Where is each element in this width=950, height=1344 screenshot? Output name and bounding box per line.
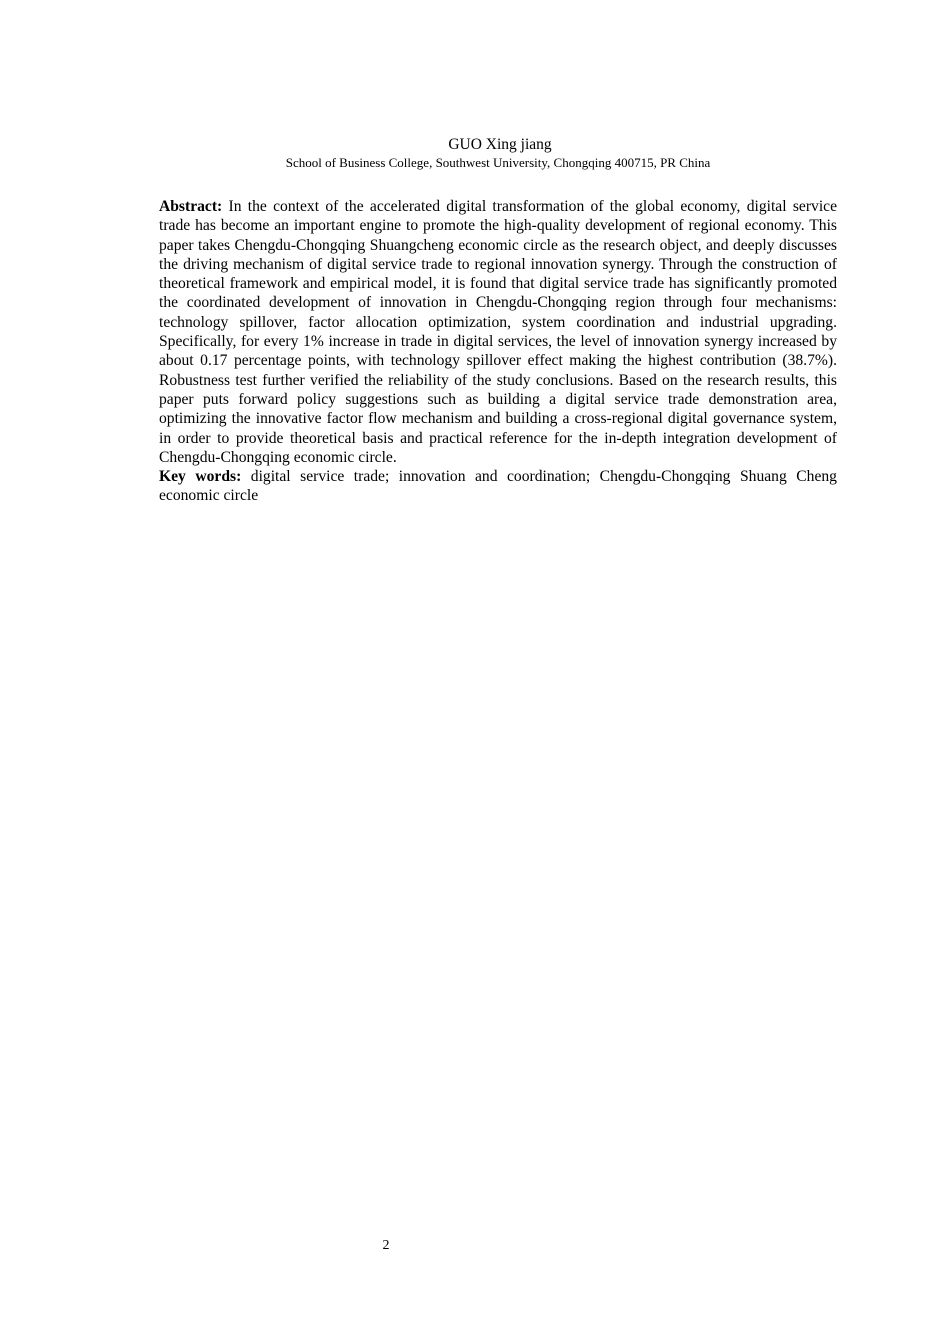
author-name: GUO Xing jiang [448, 136, 552, 153]
abstract-section [159, 197, 837, 506]
author-affiliation: School of Business College, Southwest University, Chongqing 400715, PR China [285, 155, 711, 170]
page-number: 2 [382, 1238, 390, 1253]
keywords-paragraph [159, 467, 837, 506]
keywords-label: Key words: [159, 468, 242, 486]
abstract-label: Abstract: [159, 198, 223, 215]
abstract-text: In the context of the accelerated digital transformation of the global economy, digital service trade has become an important engine to promote the high-quality development of regional economy. This paper takes Chengdu-Chongqing Shuangcheng economic circle as the research object, and deeply discusses the driving mechanism of digital service trade to regional innovation synergy. Through the construction of theoretical framework and empirical model, it is found that digital service trade has significantly promoted the coordinated development of innovation in Chengdu-Chongqing region through four mechanisms: technology spillover, factor allocation optimization, system coordination and industrial upgrading. Specifically, for every 1% increase in trade in digital services, the level of innovation synergy increased by about 0.17 percentage points, with technology spillover effect making the highest contribution (38.7%). Robustness test further verified the reliability of the study conclusions. Based on the research results, this paper puts forward policy suggestions such as building a digital service trade demonstration area, optimizing the innovative factor flow mechanism and building a cross-regional digital governance system, in order to provide theoretical basis and practical reference for the in-depth integration development of Chengdu-Chongqing economic circle. [159, 198, 837, 466]
abstract-paragraph [159, 197, 837, 467]
keywords-text: digital service trade; innovation and coordination; Chengdu-Chongqing Shuang Cheng economic circle [159, 468, 837, 505]
